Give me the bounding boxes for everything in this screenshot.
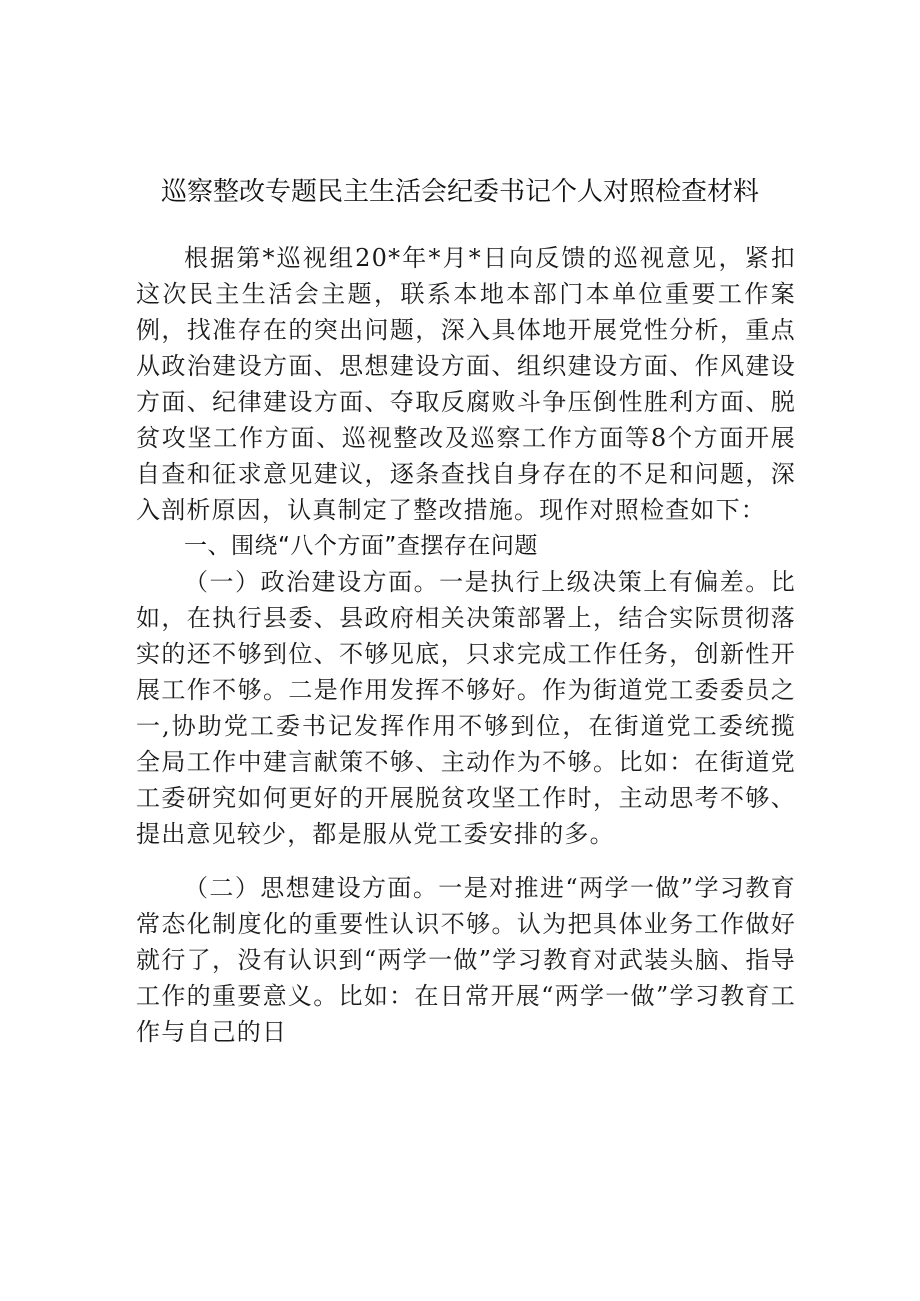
political-construction-paragraph: （一）政治建设方面。一是执行上级决策上有偏差。比如，在执行县委、县政府相关决策部署上，结合实际贯彻落实的还不够到位、不够见底，只求完成工作任务，创新性开展工作不够。二是作用发挥不够好。作为街道党工委委员之一,协助党工委书记发挥作用不够到位，在街道党工委统揽全局工作中建言献策不够、主动作为不够。比如：在街道党工委研究如何更好的开展脱贫攻坚工作时，主动思考不够、提出意见较少，都是服从党工委安排的多。 bbox=[136, 568, 796, 848]
section-heading: 一、围绕“八个方面”查摆存在问题 bbox=[184, 533, 538, 559]
document-title: 巡察整改专题民主生活会纪委书记个人对照检查材料 bbox=[160, 177, 759, 207]
ideological-construction-paragraph: （二）思想建设方面。一是对推进“两学一做”学习教育常态化制度化的重要性认识不够。认为把具体业务工作做好就行了，没有认识到“两学一做”学习教育对武装头脑、指导工作的重要意义。比如：在日常开展“两学一做”学习教育工作与自己的日 bbox=[136, 874, 796, 1046]
intro-paragraph: 根据第*巡视组20*年*月*日向反馈的巡视意见，紧扣这次民主生活会主题，联系本地本部门本单位重要工作案例，找准存在的突出问题，深入具体地开展党性分析，重点从政治建设方面、思想建设方面、组织建设方面、作风建设方面、纪律建设方面、夺取反腐败斗争压倒性胜利方面、脱贫攻坚工作方面、巡视整改及巡察工作方面等8个方面开展自查和征求意见建议，逐条查找自身存在的不足和问题，深入剖析原因，认真制定了整改措施。现作对照检查如下： bbox=[136, 244, 796, 524]
document-body bbox=[136, 240, 796, 1050]
